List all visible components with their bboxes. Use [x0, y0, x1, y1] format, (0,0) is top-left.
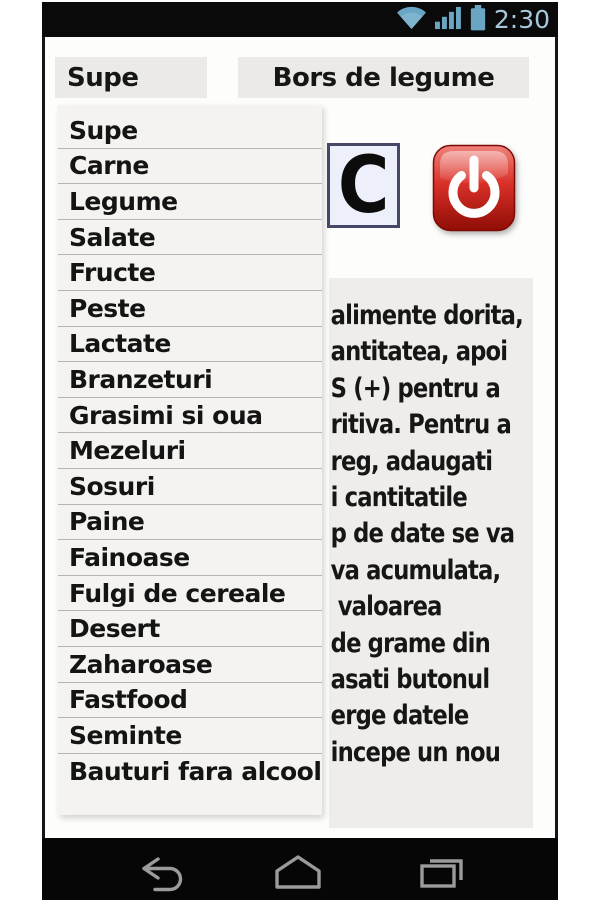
dropdown-item[interactable]: Sosuri [58, 469, 322, 505]
dropdown-item[interactable]: Carne [58, 149, 322, 185]
power-icon [432, 144, 516, 232]
instructions-line: ritiva. Pentru a [330, 409, 511, 441]
instructions-line: antitatea, apoi [330, 336, 508, 368]
dropdown-item[interactable]: Fulgi de cereale [58, 576, 322, 612]
dropdown-item[interactable]: Fainoase [58, 540, 322, 576]
clear-button-label: C [337, 140, 390, 231]
power-button[interactable] [432, 144, 516, 232]
dropdown-item[interactable]: Fructe [58, 255, 322, 291]
dropdown-item[interactable]: Legume [58, 184, 322, 220]
food-item-select[interactable] [238, 57, 529, 98]
recent-apps-icon[interactable] [417, 853, 467, 895]
dropdown-item[interactable]: Peste [58, 291, 322, 327]
dropdown-item[interactable]: Desert [58, 611, 322, 647]
instructions-line: alimente dorita, [330, 300, 523, 331]
dropdown-item[interactable]: Bauturi fara alcool [69, 756, 322, 786]
battery-icon [470, 5, 486, 35]
dropdown-item[interactable]: Supe [58, 113, 322, 149]
instructions-line: incepe un nou [330, 736, 501, 768]
clock-time: 2:30 [493, 5, 550, 34]
instructions-line: erge datele [330, 700, 469, 732]
clear-button[interactable] [327, 140, 400, 231]
dropdown-item[interactable]: Lactate [58, 327, 322, 363]
status-bar [42, 2, 558, 37]
instructions-line: i cantitatile [330, 481, 467, 513]
instructions-line: valoarea [330, 591, 442, 623]
food-item-select-value: Bors de legume [272, 62, 495, 93]
category-select[interactable] [55, 57, 207, 98]
android-nav-bar [42, 838, 558, 900]
instructions-line: S (+) pentru a [330, 372, 500, 404]
back-icon[interactable] [138, 853, 188, 897]
category-select-value: Supe [67, 62, 139, 93]
instructions-line: reg, adaugati [330, 445, 493, 477]
instructions-text [329, 278, 533, 828]
signal-strength-icon [435, 6, 462, 34]
instructions-line: de grame din [330, 627, 490, 659]
dropdown-item[interactable]: Seminte [58, 718, 322, 754]
instructions-line: va acumulata, [330, 554, 501, 586]
dropdown-item[interactable]: Fastfood [58, 683, 322, 719]
dropdown-item[interactable]: Branzeturi [58, 362, 322, 398]
instructions-line: asati butonul [330, 663, 490, 695]
category-dropdown-list [58, 105, 322, 815]
dropdown-item[interactable]: Salate [58, 220, 322, 256]
dropdown-item[interactable]: Grasimi si oua [58, 398, 322, 434]
wifi-icon [396, 6, 427, 34]
instructions-line: p de date se va [330, 518, 515, 550]
dropdown-item[interactable]: Paine [58, 505, 322, 541]
home-icon[interactable] [272, 853, 324, 895]
dropdown-item[interactable]: Zaharoase [58, 647, 322, 683]
dropdown-item[interactable]: Mezeluri [58, 433, 322, 469]
